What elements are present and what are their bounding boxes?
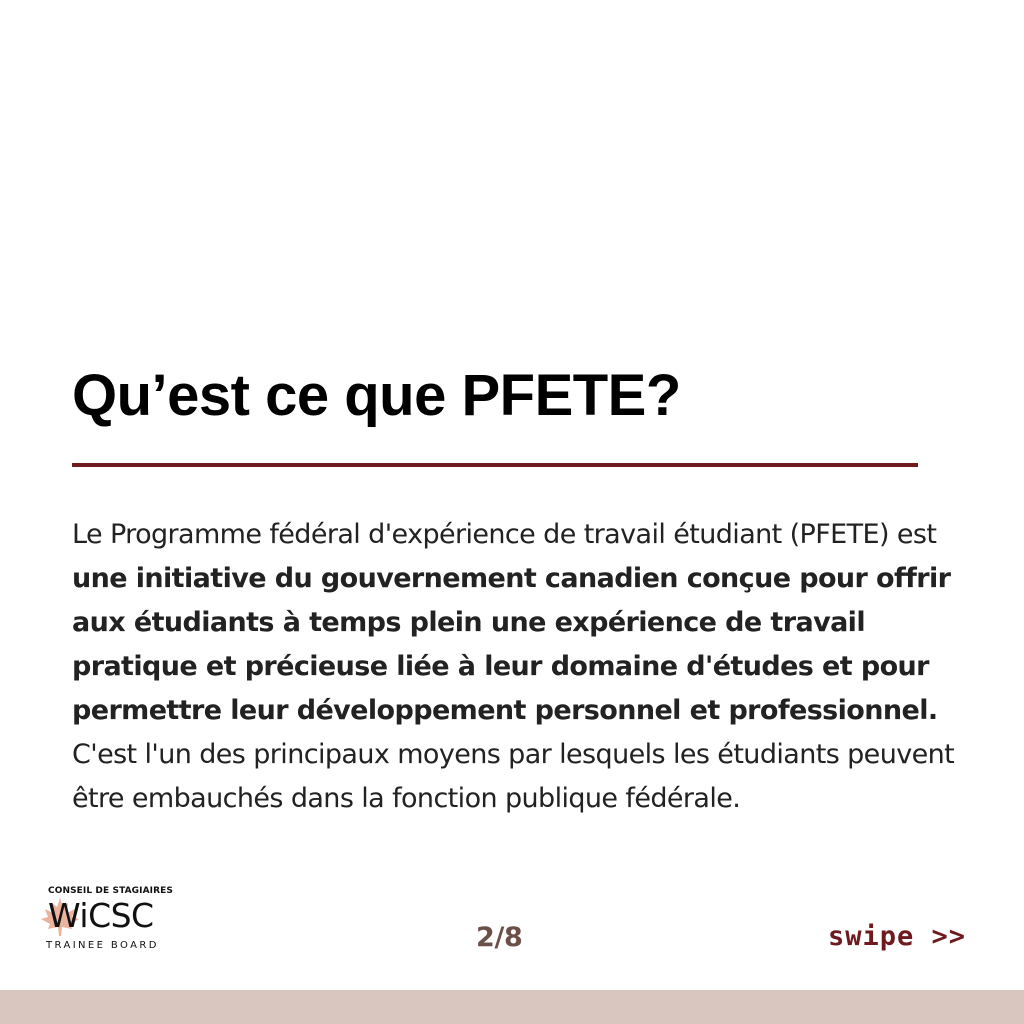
- body-paragraph: [72, 513, 972, 821]
- wicsc-logo: [38, 884, 178, 956]
- swipe-prompt[interactable]: swipe >>: [828, 921, 967, 952]
- logo-bottom-text: TRAINEE BOARD: [46, 940, 159, 951]
- body-text-outro: C'est l'un des principaux moyens par lesquels les étudiants peuvent être embauchés dans la fonction publique fédérale.: [72, 739, 955, 814]
- logo-name: WiCSC: [48, 896, 154, 935]
- footer-band: [0, 990, 1024, 1024]
- slide-title: Qu’est ce que PFETE?: [72, 363, 681, 428]
- body-text-emphasis: une initiative du gouvernement canadien conçue pour offrir aux étudiants à temps plein une expérience de travail pratique et précieuse liée à leur domaine d'études et pour permettre leur développement personnel et professionnel.: [72, 563, 951, 726]
- body-text-intro: Le Programme fédéral d'expérience de travail étudiant (PFETE) est: [72, 519, 937, 550]
- title-divider: [72, 463, 918, 467]
- logo-top-text: CONSEIL DE STAGIAIRES: [48, 886, 173, 896]
- page-indicator: 2/8: [476, 922, 523, 953]
